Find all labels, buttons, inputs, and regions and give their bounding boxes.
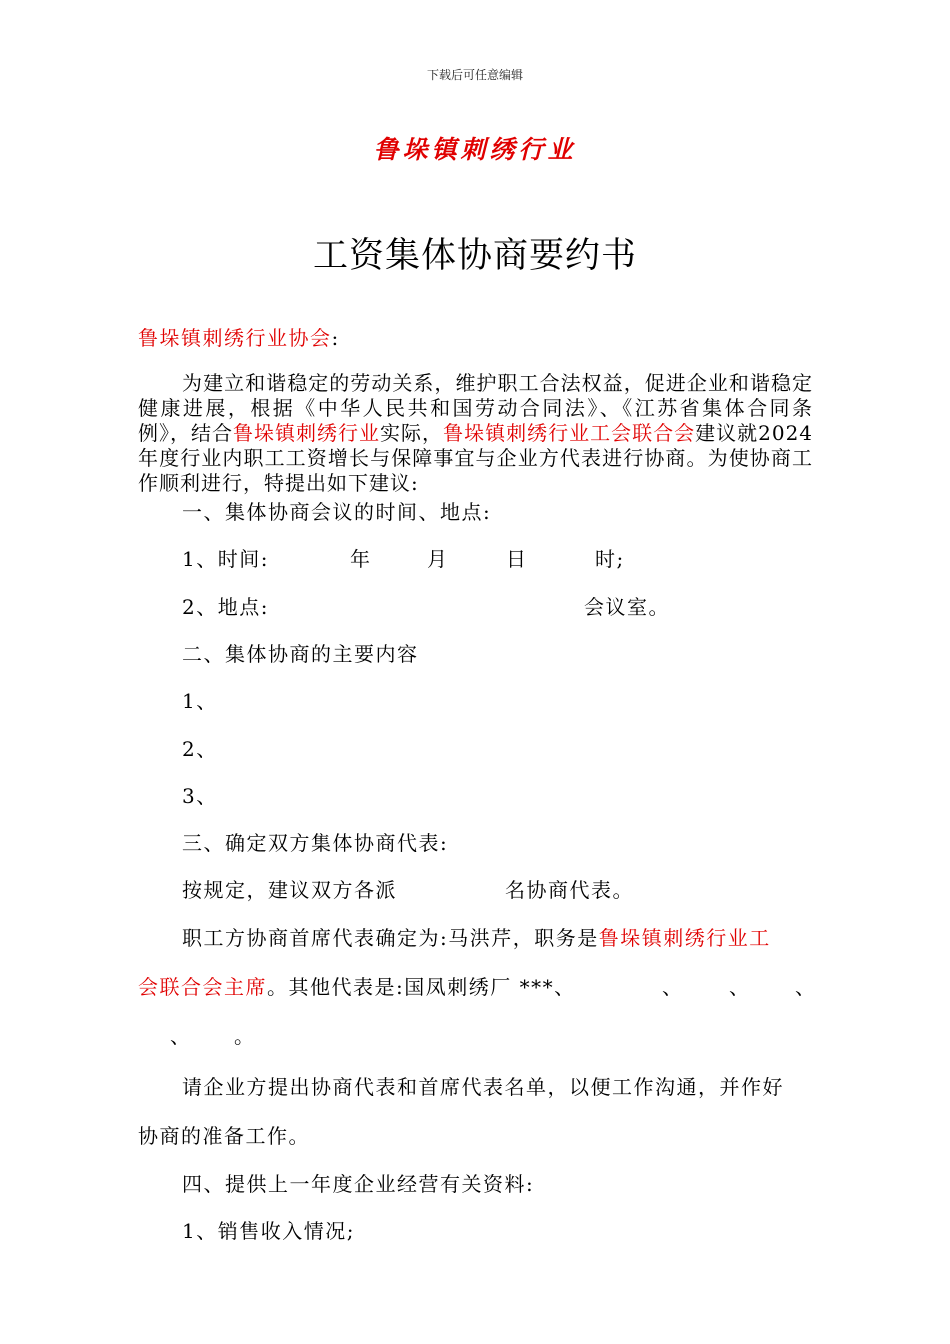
- rule-text-b: 名协商代表。: [505, 878, 634, 902]
- chief-red-1: 鲁垛镇刺绣行业工: [598, 926, 771, 950]
- intro-paragraph: [138, 371, 813, 496]
- request-line-1: 请企业方提出协商代表和首席代表名单，以便工作沟通，并作好: [182, 1075, 784, 1099]
- rule-text-a: 按规定，建议双方各派: [182, 878, 397, 902]
- chief-text-b: 。其他代表是:国凤刺绣厂 ***、: [267, 975, 576, 999]
- rep-sep-3: 、: [795, 975, 817, 999]
- intro-text-1: 为建立和谐稳定的劳动关系，维护职工合法权益，促进企业和谐稳定健康进展，根据《中华人民共和国劳动合同法》、《江苏省集体合同条例》，结合: [138, 371, 813, 445]
- time-day: 日: [506, 547, 528, 571]
- chief-red-2: 会联合会主席: [138, 975, 267, 999]
- document-title: 工资集体协商要约书: [312, 236, 637, 276]
- intro-red-2: 鲁垛镇刺绣行业工会联合会: [443, 421, 696, 445]
- place-room: 会议室。: [584, 595, 670, 619]
- rep-end-period: 。: [234, 1024, 256, 1048]
- chief-line-2: [138, 971, 576, 1000]
- addressee-colon: :: [331, 326, 340, 350]
- time-label: 1、时间:: [182, 547, 269, 571]
- request-line-2: 协商的准备工作。: [138, 1124, 310, 1148]
- content-item-1: 1、: [182, 689, 218, 713]
- section3-heading: 三、确定双方集体协商代表:: [182, 831, 449, 855]
- intro-red-1: 鲁垛镇刺绣行业: [233, 421, 381, 445]
- chief-text-a: 职工方协商首席代表确定为:马洪芹，职务是: [182, 926, 599, 950]
- section4-heading: 四、提供上一年度企业经营有关资料:: [182, 1172, 535, 1196]
- time-month: 月: [427, 547, 449, 571]
- org-name: 鲁垛镇刺绣行业: [373, 135, 577, 164]
- content-item-3: 3、: [182, 784, 218, 808]
- header-note: 下载后可任意编辑: [426, 68, 523, 82]
- place-label: 2、地点:: [182, 595, 269, 619]
- addressee: [138, 322, 340, 351]
- content-item-2: 2、: [182, 737, 218, 761]
- intro-text-3: 建议就2024年度行业内职工工资增长与保障事宜与企业方代表进行协商。为使协商工作顺利进行，特提出如下建议:: [138, 421, 814, 495]
- time-year: 年: [350, 547, 372, 571]
- intro-text-2: 实际，: [380, 421, 444, 445]
- rep-sep-1: 、: [662, 975, 684, 999]
- section1-heading: 一、集体协商会议的时间、地点:: [182, 500, 492, 524]
- chief-line-1: [182, 922, 771, 951]
- section4-item-1: 1、销售收入情况;: [182, 1219, 355, 1243]
- time-hour: 时;: [595, 547, 625, 571]
- rep-sep-2: 、: [729, 975, 751, 999]
- rep-sep-4: 、: [170, 1024, 192, 1048]
- addressee-name: 鲁垛镇刺绣行业协会: [138, 326, 332, 350]
- section2-heading: 二、集体协商的主要内容: [182, 642, 419, 666]
